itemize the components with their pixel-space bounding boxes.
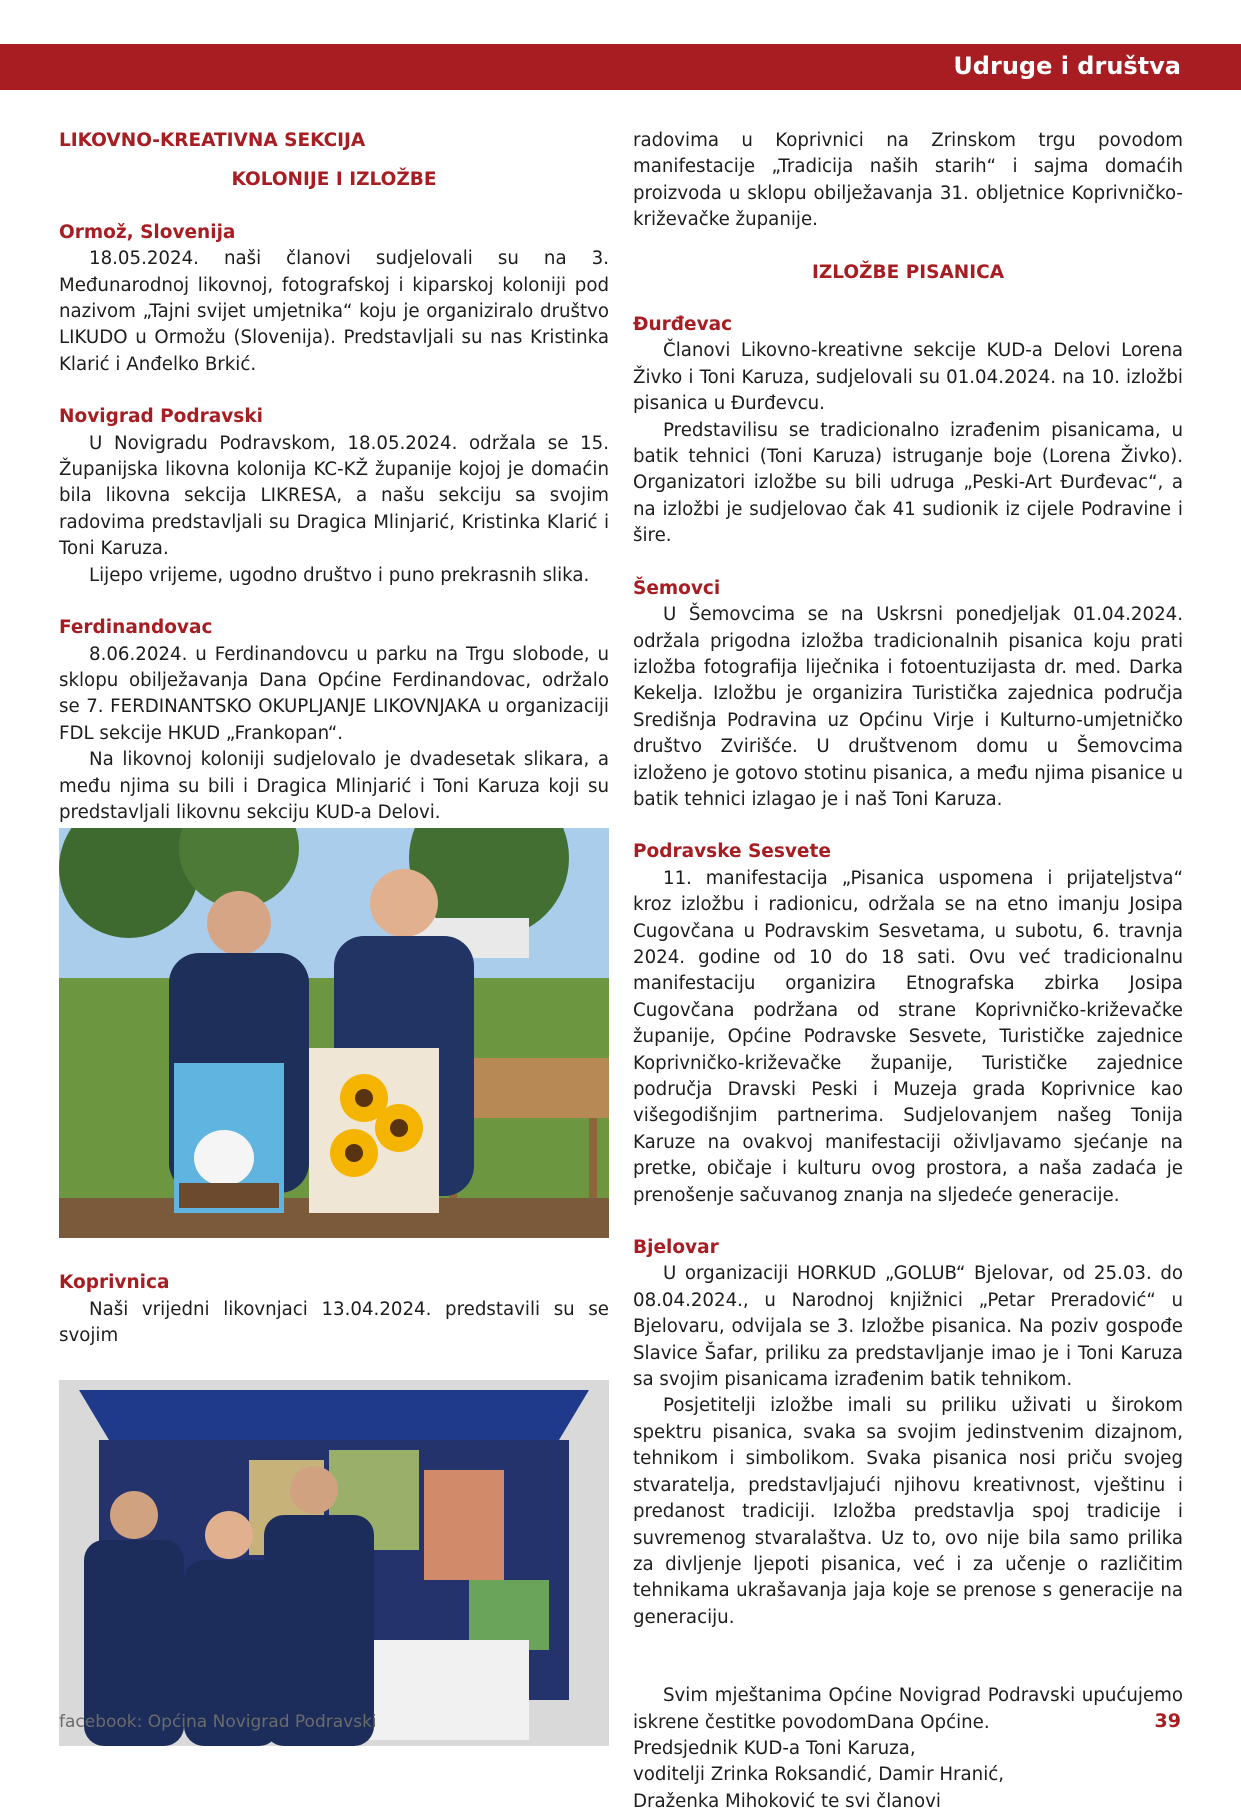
heading-podravske-sesvete: Podravske Sesvete — [633, 841, 831, 863]
paragraph-sesvete: 11. manifestacija „Pisanica uspomena i prijateljstva“ kroz izložbu i radionicu, održala se na etno imanju Josipa Cugovčana u Podravskim Sesvetama, u subotu, 6. travnja 2024. godine od 10 do 18 sati. Ovu već tradicionalnu manifestaciju organizira Etnografska zbirka Josipa Cugovčana podržana od strane Koprivničko-križevačke županije, Općine Podravske Sesvete, Turističke zajednice Koprivničko-križevačke županije, Turističke zajednice područja Dravski Peski i Muzeja grada Koprivnice kao višegodišnjim partnerima. Sudjelovanjem našeg Tonija Karuze na ovakvoj manifestaciji oživljavamo sjećanje na pretke, običaje i kulturu ovog prostora, a naša zadaća je prenošenje sačuvanog znanja na sljedeće generacije. — [633, 867, 1183, 1206]
paragraph-durdevac-2: Predstavilisu se tradicionalno izrađenim pisanicama, u batik tehnici (Toni Karuza) istruganje boje (Lorena Živko). Organizatori izložbe su bili udruga „Peski-Art Đurđevac“, a na izložbi je sudjelovao čak 41 sudionik iz cijele Podravine i šire. — [633, 419, 1183, 547]
heading-koprivnica: Koprivnica — [59, 1272, 170, 1294]
paragraph-ferdinandovac-2: Na likovnoj koloniji sudjelovalo je dvadesetak slikara, a među njima su bili i Dragica Mlinjarić i Toni Karuza koji su predstavljali likovnu sekciju KUD-a Delovi. — [59, 749, 609, 823]
header-bar — [0, 44, 1241, 90]
section-header-title: Udruge i društva — [953, 52, 1181, 80]
footer-source: facebook: Općina Novigrad Podravski — [59, 1712, 377, 1732]
heading-semovci: Šemovci — [633, 577, 721, 599]
photo-koprivnica-illustration — [59, 1380, 609, 1746]
heading-novigrad: Novigrad Podravski — [59, 406, 263, 428]
paragraph-bjelovar-2: Posjetitelji izložbe imali su priliku uživati u širokom spektru pisanica, svaka sa svojim jedinstvenim dizajnom, tehnikom i simbolikom. Svaka pisanica nosi priču svojeg stvaratelja, predstavljajući njihovu kreativnost, vještinu i predanost tradiciji. Izložba predstavlja spoj tradicije i suvremenog stvaralaštva. Uz to, ovo nije bila samo prilika za divljenje ljepoti pisanica, već i za učenje o različitim tehnikama ukrašavanja jaja koje se prenose s generacije na generaciju. — [633, 1395, 1183, 1628]
photo-painters-illustration — [59, 828, 609, 1238]
paragraph-ferdinandovac-1: 8.06.2024. u Ferdinandovcu u parku na Trgu slobode, u sklopu obilježavanja Dana Općine Ferdinandovac, održalo se 7. FERDINANTSKO OKUPLJANJE LIKOVNJAKA u organizaciji FDL sekcije HKUD „Frankopan“. — [59, 643, 609, 744]
photo-painters-ferdinandovac — [59, 828, 609, 1238]
greeting-paragraph: Svim mještanima Općine Novigrad Podravski upućujemo iskrene čestitke povodomDana Općine. — [633, 1685, 1183, 1733]
page-number: 39 — [1154, 1710, 1181, 1732]
right-column — [633, 128, 1183, 1815]
left-column — [59, 128, 609, 1746]
heading-durdevac: Đurđevac — [633, 314, 733, 336]
paragraph-ormoz: 18.05.2024. naši članovi sudjelovali su na 3. Međunarodnoj likovnoj, fotografskoj i kiparskoj koloniji pod nazivom „Tajni svijet umjetnika“ koju je organiziralo društvo LIKUDO u Ormožu (Slovenija). Predstavljali su nas Kristinka Klarić i Anđelko Brkić. — [59, 248, 609, 375]
paragraph-semovci: U Šemovcima se na Uskrsni ponedjeljak 01.04.2024. održala prigodna izložba tradicionalnih pisanica koju prati izložba fotografija liječnika i fotoentuzijasta dr. med. Darka Kekelja. Izložbu je organizira Turistička zajednica područja Središnja Podravina uz Općinu Virje i Kulturno-umjetničko društvo Zvirišće. U društvenom domu u Šemovcima izloženo je gotovo stotinu pisanica, a među njima pisanice u batik tehnici izlagao je i naš Toni Karuza. — [633, 604, 1183, 810]
heading-ormoz: Ormož, Slovenija — [59, 221, 236, 243]
heading-ferdinandovac: Ferdinandovac — [59, 617, 213, 639]
heading-bjelovar: Bjelovar — [633, 1237, 719, 1259]
subsection-title-kolonije: KOLONIJE I IZLOŽBE — [231, 169, 437, 191]
photo-koprivnica-exhibition — [59, 1380, 609, 1746]
paragraph-durdevac-1: Članovi Likovno-kreativne sekcije KUD-a Delovi Lorena Živko i Toni Karuza, sudjelovali su 01.04.2024. na 10. izložbi pisanica u Đurđevcu. — [633, 340, 1183, 415]
paragraph-novigrad-1: U Novigradu Podravskom, 18.05.2024. održala se 15. Županijska likovna kolonija KC-KŽ županije kojoj je domaćin bila likovna sekcija LIKRESA, a našu sekciju sa svojim radovima predstavljali su Dragica Mlinjarić, Kristinka Klarić i Toni Karuza. — [59, 432, 609, 560]
paragraph-novigrad-2: Lijepo vrijeme, ugodno društvo i puno prekrasnih slika. — [89, 564, 590, 586]
signature-line-2: voditelji Zrinka Roksandić, Damir Hranić, — [633, 1764, 1005, 1786]
subsection-title-pisanice: IZLOŽBE PISANICA — [811, 261, 1005, 283]
section-title: LIKOVNO-KREATIVNA SEKCIJA — [59, 130, 366, 151]
paragraph-bjelovar-1: U organizaciji HORKUD „GOLUB“ Bjelovar, od 25.03. do 08.04.2024., u Narodnoj knjižnici „Petar Preradović“ u Bjelovaru, odvijala se 3. Izložbe pisanica. Na poziv gospođe Slavice Šafar, priliku za predstavljanje imao je i Toni Karuza sa svojim pisanicama izrađenim batik tehnikom. — [633, 1263, 1183, 1391]
signature-line-1: Predsjednik KUD-a Toni Karuza, — [633, 1737, 916, 1759]
signature-line-3: Draženka Mihoković te svi članovi — [633, 1790, 941, 1812]
paragraph-koprivnica: Naši vrijedni likovnjaci 13.04.2024. predstavili su se svojim — [59, 1298, 609, 1347]
paragraph-koprivnica-continued: radovima u Koprivnici na Zrinskom trgu povodom manifestacije „Tradicija naših starih“ i sajma domaćih proizvoda u sklopu obilježavanja 31. obljetnice Koprivničko-križevačke županije. — [633, 130, 1183, 231]
